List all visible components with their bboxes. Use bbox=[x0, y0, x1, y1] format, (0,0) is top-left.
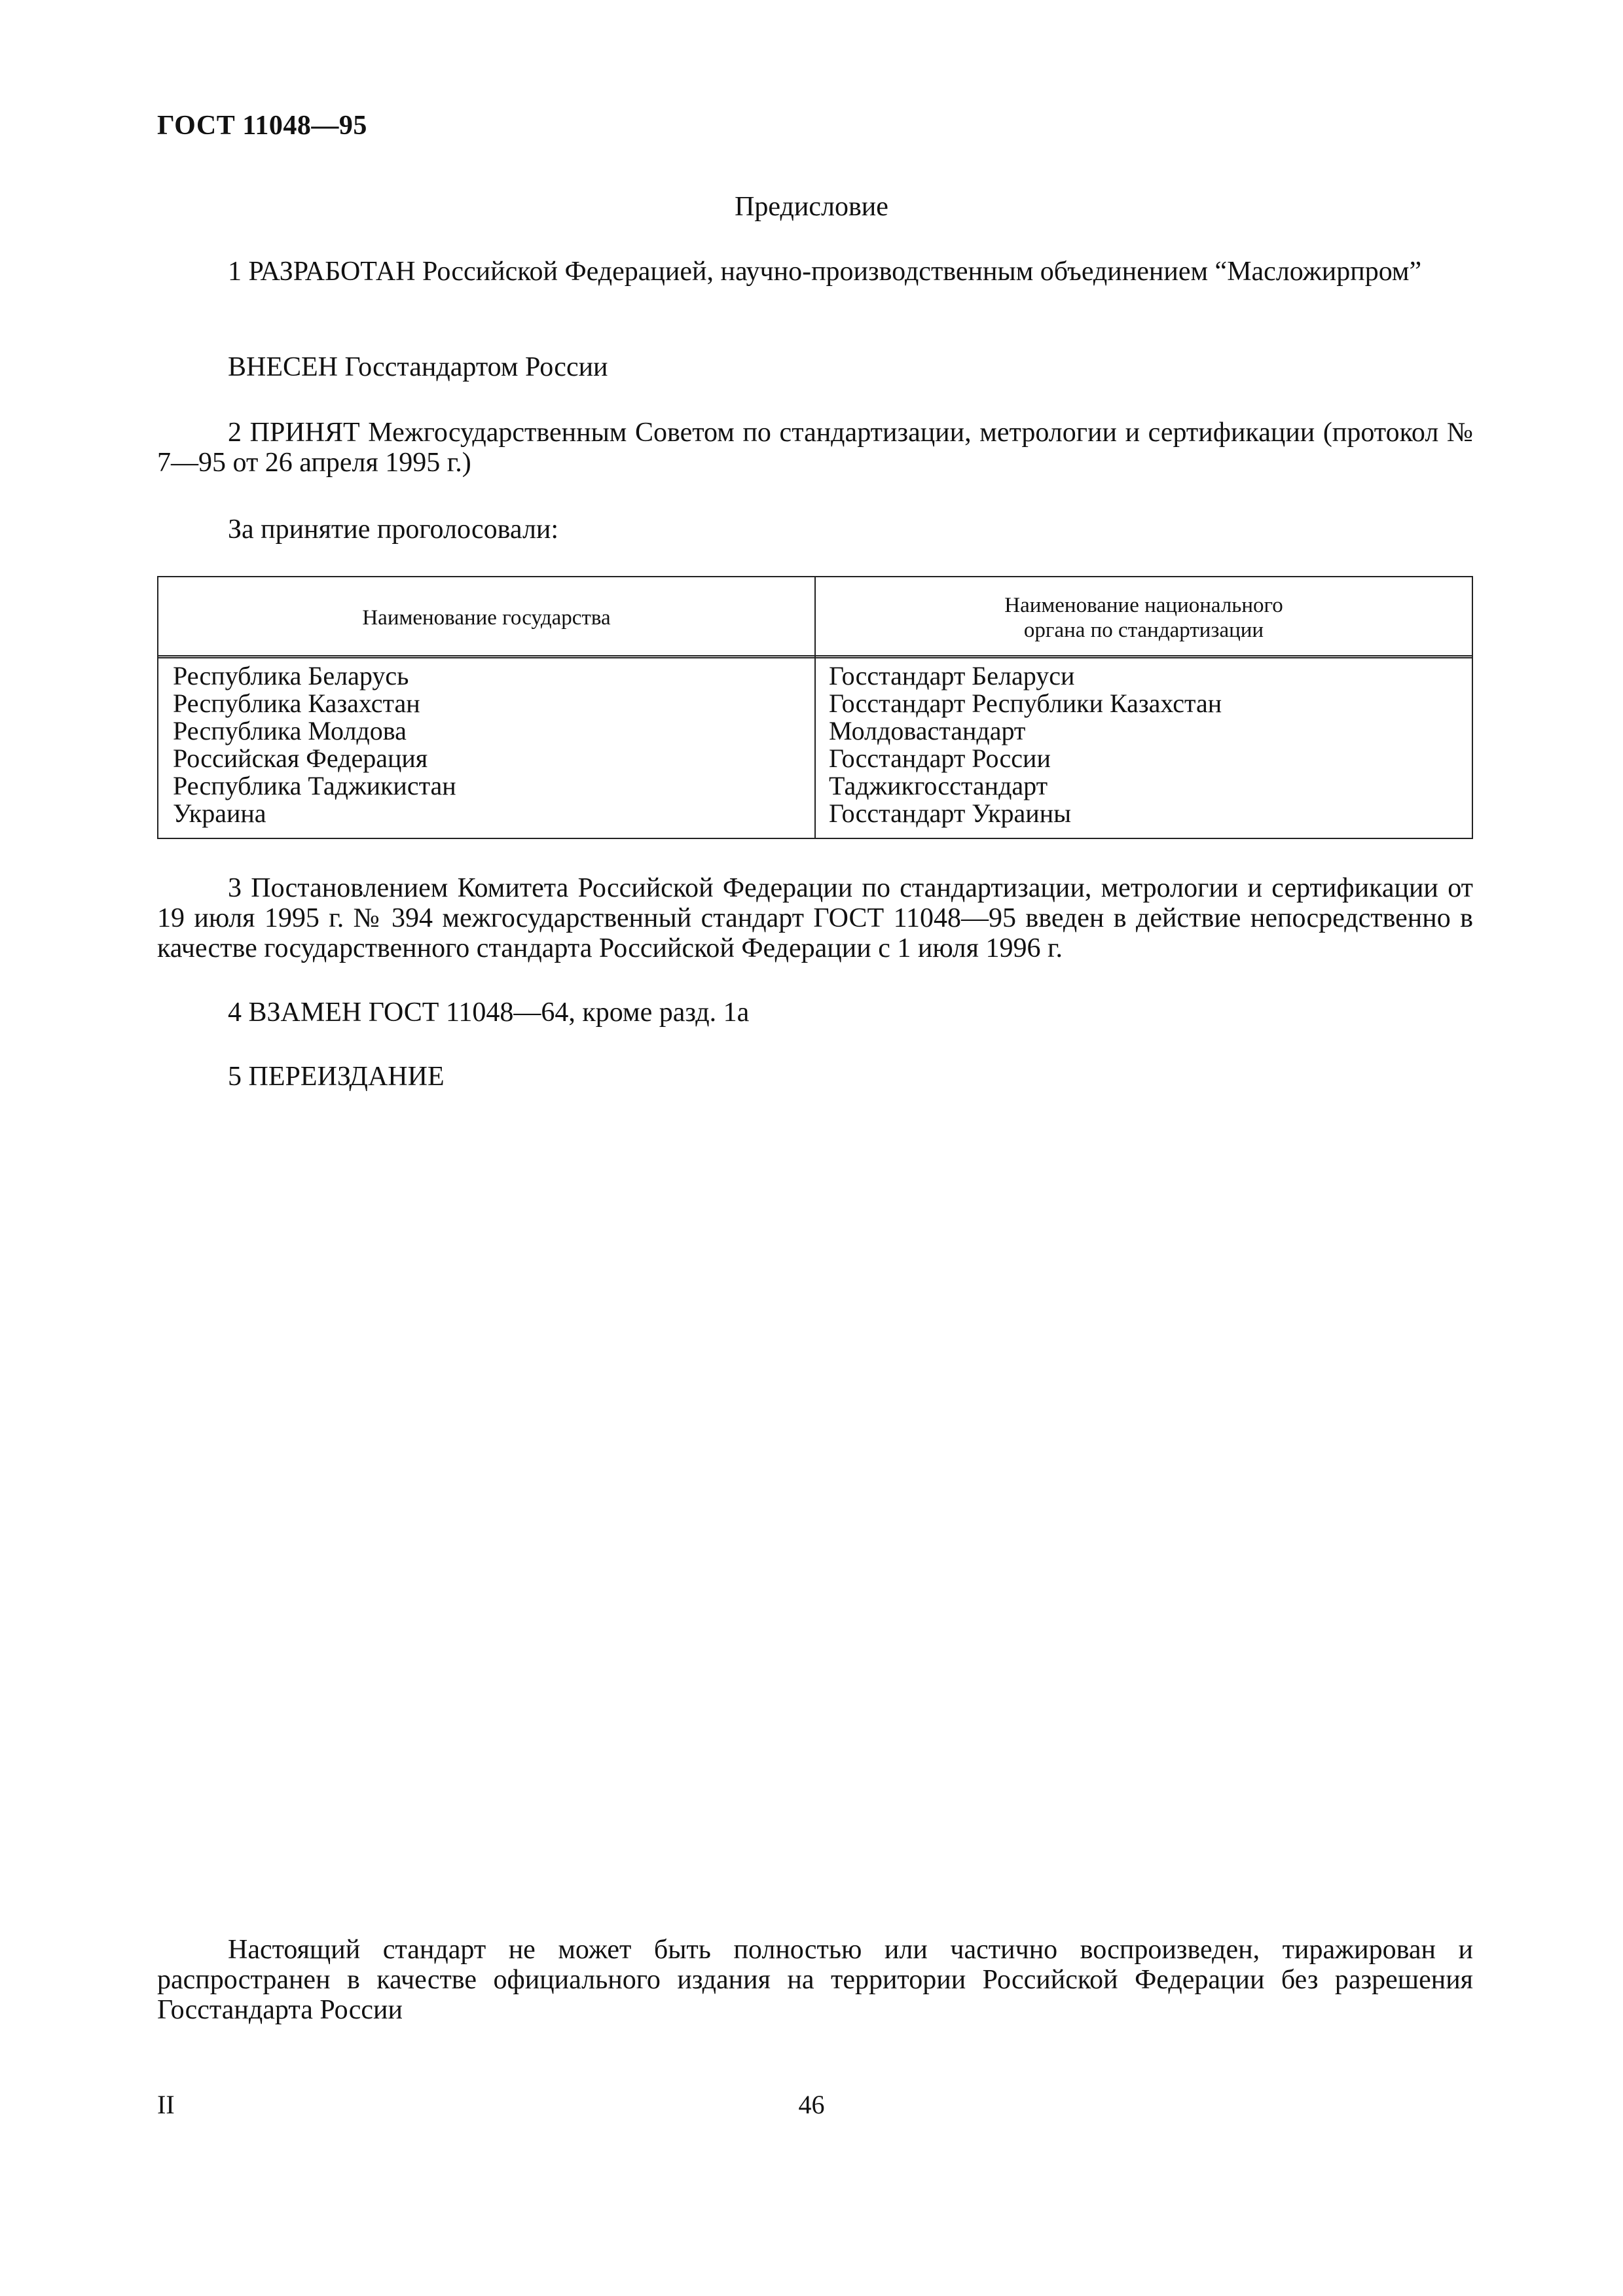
paragraph-voted: За принятие проголосовали: bbox=[228, 514, 559, 545]
document-code: ГОСТ 11048—95 bbox=[157, 111, 367, 141]
table-cell-body: Таджикгосстандарт bbox=[829, 771, 1048, 800]
paragraph-enacted: 3 Постановлением Комитета Российской Федерации по стандартизации, метрологии и сертификации от 19 июля 1995 г. № 394 межгосударственный стандарт ГОСТ 11048—95 введен в действие непосредственно в качестве государственного стандарта Российской Федерации с 1 июля 1996 г. bbox=[157, 873, 1473, 963]
table-cell-state: Республика Беларусь bbox=[173, 661, 409, 691]
header-body-line-1: Наименование национального bbox=[1004, 594, 1283, 617]
roman-page-number: II bbox=[157, 2090, 175, 2119]
paragraph-replaces: 4 ВЗАМЕН ГОСТ 11048—64, кроме разд. 1а bbox=[228, 997, 750, 1028]
approval-table bbox=[157, 576, 1473, 839]
table-cell-state: Российская Федерация bbox=[173, 744, 428, 773]
section-title: Предисловие bbox=[735, 192, 888, 222]
table-cell-body: Госстандарт Украины bbox=[829, 798, 1071, 828]
paragraph-reissue: 5 ПЕРЕИЗДАНИЕ bbox=[228, 1062, 445, 1092]
header-standards-body bbox=[816, 577, 1472, 658]
header-body-line-2: органа по стандартизации bbox=[1023, 619, 1264, 642]
table-cell-state: Республика Таджикистан bbox=[173, 771, 456, 800]
table-cell-state: Украина bbox=[173, 798, 266, 828]
paragraph-developed: 1 РАЗРАБОТАН Российской Федерацией, научно-производственным объединением “Масложирпром” bbox=[228, 257, 1422, 287]
paragraph-adopted: 2 ПРИНЯТ Межгосударственным Советом по стандартизации, метрологии и сертификации (протокол № 7—95 от 26 апреля 1995 г.) bbox=[157, 418, 1473, 478]
page-number: 46 bbox=[798, 2090, 825, 2119]
table-cell-body: Госстандарт Беларуси bbox=[829, 661, 1075, 691]
table-cell-body: Госстандарт Республики Казахстан bbox=[829, 689, 1222, 718]
column-divider bbox=[814, 577, 816, 838]
table-cell-body: Госстандарт России bbox=[829, 744, 1051, 773]
column-states bbox=[173, 662, 456, 827]
table-cell-state: Республика Молдова bbox=[173, 716, 407, 745]
header-state bbox=[158, 577, 814, 658]
table-cell-body: Молдовастандарт bbox=[829, 716, 1026, 745]
copyright-notice: Настоящий стандарт не может быть полностью или частично воспроизведен, тиражирован и распространен в качестве официального издания на территории Российской Федерации без разрешения Госстандарта России bbox=[157, 1935, 1473, 2025]
table-cell-state: Республика Казахстан bbox=[173, 689, 420, 718]
header-standards-body-label bbox=[1004, 593, 1283, 643]
header-state-label: Наименование государства bbox=[362, 606, 611, 630]
column-standards-bodies bbox=[829, 662, 1222, 827]
paragraph-introduced: ВНЕСЕН Госстандартом России bbox=[228, 352, 608, 382]
